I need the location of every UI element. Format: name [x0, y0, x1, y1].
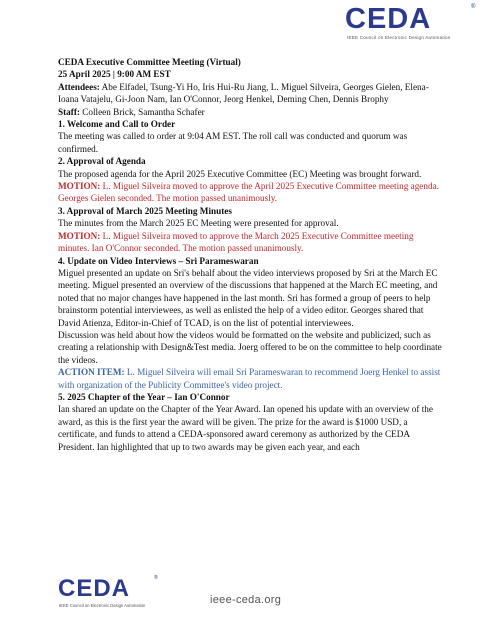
ceda-logo-header: [345, 4, 475, 46]
section-text-4b: Discussion was held about how the videos would be formatted on the website and publicized, such as creating a relationship with Design&Test media. Joerg offered to be on the committee to help coordinate the videos.: [58, 329, 442, 365]
staff-label: Staff:: [58, 106, 80, 117]
footer-logo-tagline: IEEE Council on Electronic Design Automation: [59, 603, 146, 608]
section-text-4: Miguel presented an update on Sri's behalf about the video interviews proposed by Sri at the March EC meeting. Miguel presented an overview of the discussions that happened at the March EC meeting, and noted that no major changes have happened in the last month. Sri has formed a group of peers to help brainstorm potential interviewees, as well as enlisted the help of a video editor. Georges shared that David Atienza, Editor-in-Chief of TCAD, is on the list of potential interviewees.: [58, 267, 438, 328]
motion-label: MOTION:: [58, 181, 101, 192]
footer-url: ieee-ceda.org: [210, 594, 282, 606]
footer-logo-wordmark: CEDA: [58, 575, 131, 602]
motion-text: L. Miguel Silveira moved to approve the March 2025 Executive Committee meeting minutes. Ian O'Connor seconded. The motion passed unanimously.: [58, 230, 414, 254]
attendees-label: Attendees:: [58, 81, 100, 92]
logo-wordmark: CEDA: [345, 3, 432, 35]
action-item-4: [58, 366, 442, 391]
ceda-logo-footer: [58, 576, 168, 616]
section-heading-4: 4. Update on Video Interviews – Sri Parameswaran: [58, 255, 259, 266]
attendees-names: Abe Elfadel, Tsung-Yi Ho, Iris Hui-Ru Jiang, L. Miguel Silveira, Georges Gielen, Elena-Ioana Vatajelu, Gi-Joon Nam, Ian O'Connor, Jeorg Henkel, Deming Chen, Dennis Brophy: [58, 81, 429, 105]
motion-3: [58, 230, 442, 255]
staff-paragraph: [58, 106, 442, 118]
meeting-title: CEDA Executive Committee Meeting (Virtual): [58, 57, 241, 67]
footer-logo-registered-mark: ®: [154, 575, 158, 581]
action-item-label: ACTION ITEM:: [58, 367, 125, 378]
section-heading-2: 2. Approval of Agenda: [58, 156, 146, 167]
section-text-5: Ian shared an update on the Chapter of the Year Award. Ian opened his update with an overview of the award, as this is the first year the award will be given. The prize for the award is $1000 USD, a certificate, and funds to attend a CEDA-sponsored award ceremony as authorized by the CEDA President. Ian highlighted that up to two awards may be given each year, and each: [58, 404, 433, 452]
section-heading-1: 1. Welcome and Call to Order: [58, 119, 176, 130]
motion-text: L. Miguel Silveira moved to approve the April 2025 Executive Committee meeting agenda. Georges Gielen seconded. The motion passed unanimously.: [58, 181, 439, 204]
motion-label: MOTION:: [58, 230, 101, 241]
staff-names: Colleen Brick, Samantha Schafer: [79, 106, 205, 117]
section-text-1: The meeting was called to order at 9:04 AM EST. The roll call was conducted and quorum was confirmed.: [58, 131, 408, 154]
action-item-text: L. Miguel Silveira will email Sri Parameswaran to recommend Joerg Henkel to assist with organization of the Publicity Committee's video project.: [58, 367, 441, 390]
section-heading-5: 5. 2025 Chapter of the Year – Ian O'Connor: [58, 391, 230, 402]
section-text-3: The minutes from the March 2025 EC Meeting were presented for approval.: [58, 218, 339, 229]
section-text-2: The proposed agenda for the April 2025 Executive Committee (EC) Meeting was brought forward.: [58, 168, 422, 179]
logo-registered-mark: ®: [471, 4, 476, 10]
minutes-body: [58, 56, 442, 453]
logo-tagline: IEEE Council on Electronic Design Automation: [347, 35, 451, 40]
motion-2: [58, 180, 442, 205]
section-heading-3: 3. Approval of March 2025 Meeting Minutes: [58, 205, 232, 216]
meeting-datetime: 25 April 2025 | 9:00 AM EST: [58, 69, 171, 80]
attendees-paragraph: [58, 81, 442, 106]
